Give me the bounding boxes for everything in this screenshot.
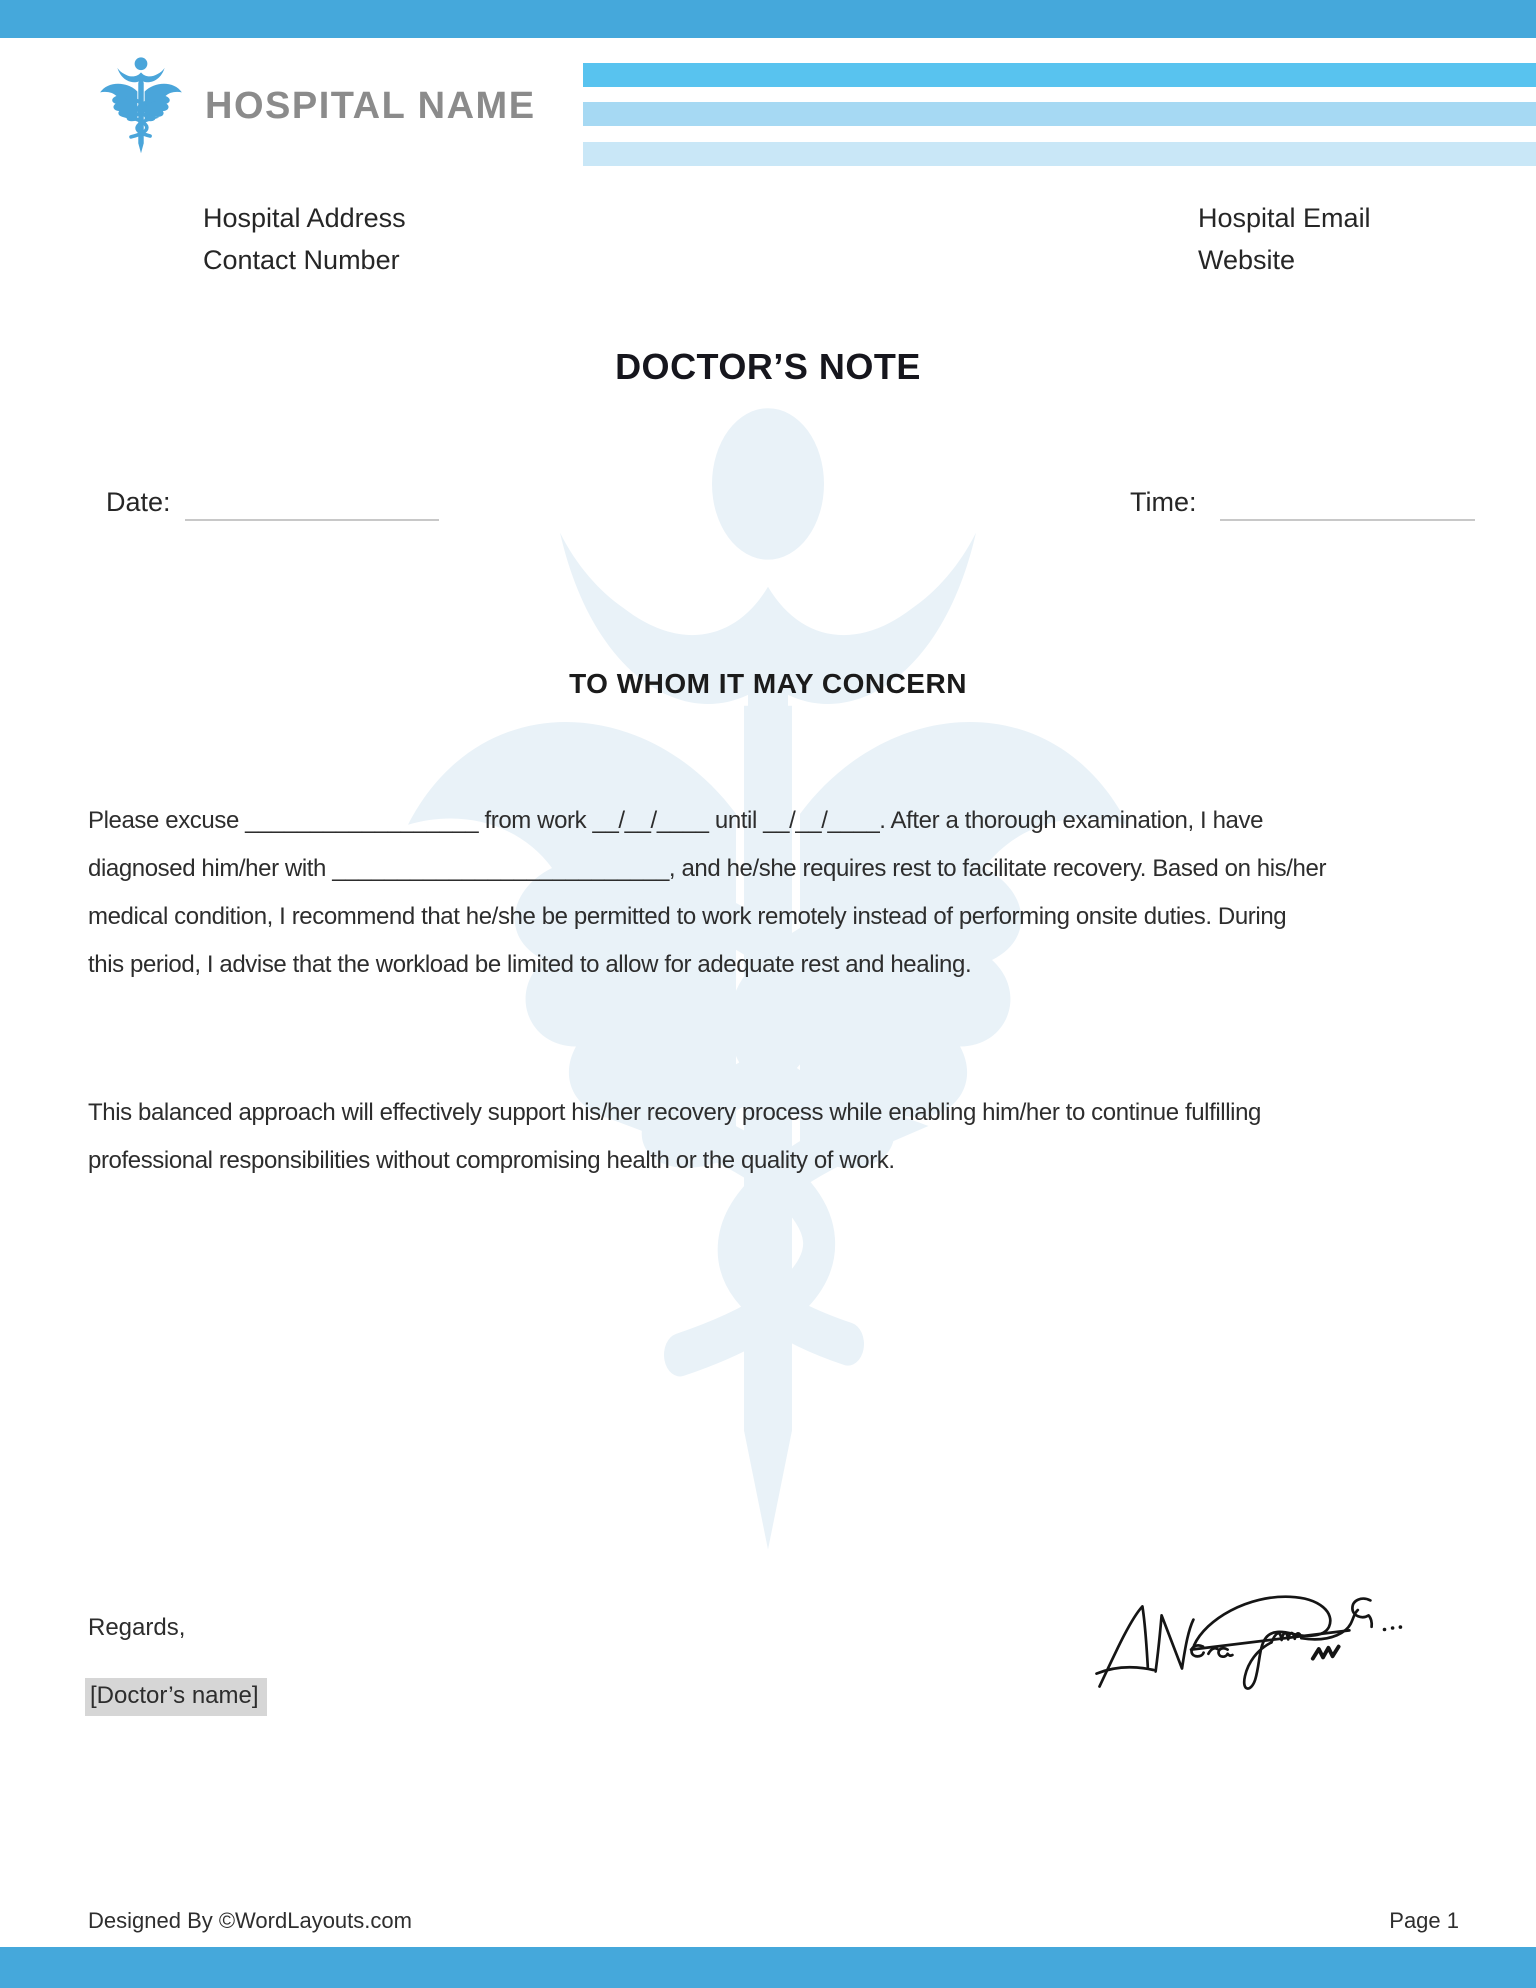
page-number: Page 1: [1389, 1908, 1459, 1933]
date-label: Date:: [106, 487, 171, 517]
body-paragraph-1: [88, 797, 1326, 989]
body-line: Please excuse __________________ from work __/__/____ until __/__/____. After a thorough examination, I have: [88, 807, 1264, 834]
body-paragraph-2: [88, 1089, 1261, 1185]
hospital-name: HOSPITAL NAME: [205, 85, 536, 127]
footer-credit: Designed By ©WordLayouts.com: [88, 1908, 412, 1933]
header-stripe-mid: [583, 102, 1536, 126]
signature-image: [1092, 1568, 1452, 1721]
time-label: Time:: [1130, 487, 1197, 517]
bottom-accent-bar: [0, 1947, 1536, 1988]
body-line: professional responsibilities without compromising health or the quality of work.: [88, 1147, 895, 1174]
header-stripe-light: [583, 142, 1536, 166]
top-accent-bar: [0, 0, 1536, 38]
hospital-address: Hospital Address: [203, 203, 406, 233]
contact-number: Contact Number: [203, 245, 400, 275]
website: Website: [1198, 245, 1296, 275]
doctor-name-placeholder: [Doctor’s name]: [85, 1678, 267, 1716]
hospital-email: Hospital Email: [1198, 203, 1371, 233]
body-line: this period, I advise that the workload be limited to allow for adequate rest and healing.: [88, 951, 972, 978]
body-line: diagnosed him/her with __________________________, and he/she requires rest to facilitate recovery. Based on his/her: [88, 855, 1327, 882]
salutation: TO WHOM IT MAY CONCERN: [569, 668, 967, 699]
time-input-line[interactable]: [1220, 519, 1475, 521]
body-line: This balanced approach will effectively support his/her recovery process while enabling him/her to continue fulfilling: [88, 1099, 1262, 1126]
document-title: DOCTOR’S NOTE: [615, 346, 921, 387]
regards-text: Regards,: [88, 1614, 186, 1641]
header-stripe-dark: [583, 63, 1536, 87]
date-input-line[interactable]: [185, 519, 439, 521]
body-line: medical condition, I recommend that he/she be permitted to work remotely instead of performing onsite duties. During: [88, 903, 1287, 930]
caduceus-icon: [95, 56, 187, 156]
